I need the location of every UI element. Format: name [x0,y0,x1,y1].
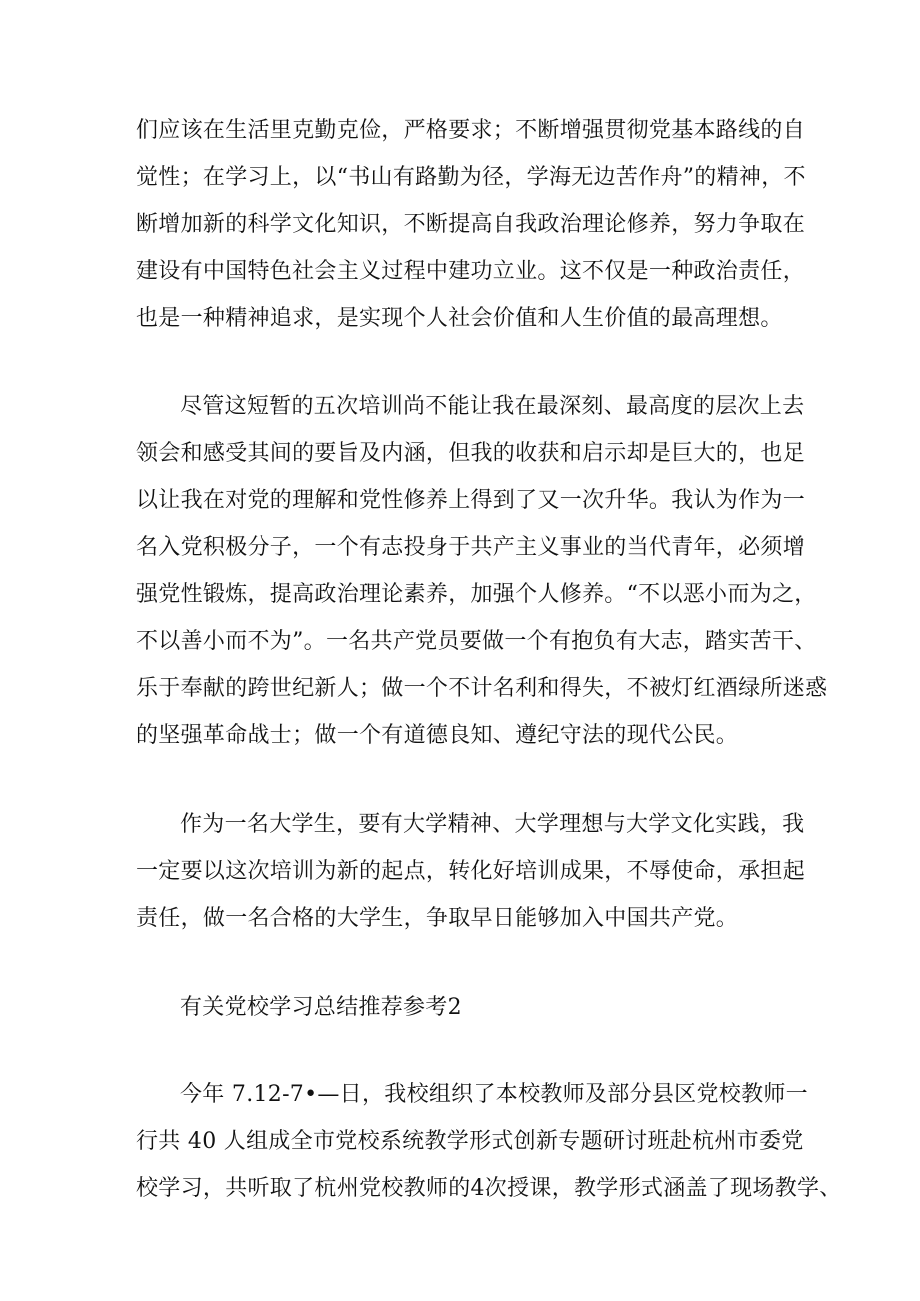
paragraph-2-line-2: 领会和感受其间的要旨及内涵，但我的收获和启示却是巨大的，也足 [136,441,806,466]
paragraph-1-line-2: 觉性；在学习上，以“书山有路勤为径，学海无边苦作舟”的精神，不 [136,165,806,190]
paragraph-3-line-1: 作为一名大学生，要有大学精神、大学理想与大学文化实践，我 [180,812,805,837]
paragraph-4-line-1: 今年 7.12-7•—日，我校组织了本校教师及部分县区党校教师一 [180,1082,808,1107]
paragraph-1-line-1: 们应该在生活里克勤克俭，严格要求；不断增强贯彻党基本路线的自 [136,118,806,143]
paragraph-4-line-3: 校学习，共听取了杭州党校教师的4次授课，教学形式涵盖了现场教学、 [136,1176,842,1201]
paragraph-3-line-2: 一定要以这次培训为新的起点，转化好培训成果，不辱使命，承担起 [136,859,806,884]
paragraph-1-line-5: 也是一种精神追求，是实现个人社会价值和人生价值的最高理想。 [136,306,783,331]
paragraph-2-line-8: 的坚强革命战士；做一个有道德良知、遵纪守法的现代公民。 [136,723,739,748]
section-heading: 有关党校学习总结推荐参考2 [180,995,462,1020]
paragraph-1-line-4: 建设有中国特色社会主义过程中建功立业。这不仅是一种政治责任， [136,259,806,284]
paragraph-2-line-6: 不以善小而不为”。一名共产党员要做一个有抱负有大志，踏实苦干、 [136,629,817,654]
paragraph-2-line-3: 以让我在对党的理解和党性修养上得到了又一次升华。我认为作为一 [136,488,806,513]
paragraph-1-line-3: 断增加新的科学文化知识，不断提高自我政治理论修养，努力争取在 [136,212,806,237]
paragraph-4-line-2: 行共 40 人组成全市党校系统教学形式创新专题研讨班赴杭州市委党 [136,1129,804,1154]
paragraph-3-line-3: 责任，做一名合格的大学生，争取早日能够加入中国共产党。 [136,906,739,931]
paragraph-2-line-5: 强党性锻炼，提高政治理论素养，加强个人修养。“不以恶小而为之， [136,582,817,607]
paragraph-2-line-4: 名入党积极分子，一个有志投身于共产主义事业的当代青年，必须增 [136,535,806,560]
paragraph-2-line-7: 乐于奉献的跨世纪新人；做一个不计名利和得失，不被灯红酒绿所迷惑 [136,676,828,701]
paragraph-2-line-1: 尽管这短暂的五次培训尚不能让我在最深刻、最高度的层次上去 [180,394,805,419]
